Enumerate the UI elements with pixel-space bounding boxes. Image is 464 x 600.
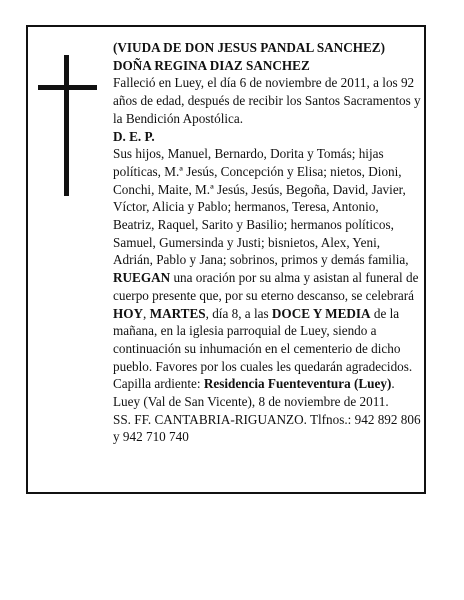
family-list: Sus hijos, Manuel, Bernardo, Dorita y Tomás; hijas políticas, M.ª Jesús, Concepción y Elisa; nietos, Dioni, Conchi, Maite, M.ª Jesús, Jesús, Begoña, David, Javier, Víctor, Alicia y Pablo; hermanos, Teresa, Antonio, Beatriz, Raquel, Sarito y Basilio; hermanos políticos, Samuel, Gumersinda y Justi; bisnietos, Alex, Yeni, Adrián, Pablo y Jana; sobrinos, primos y demás familia,	[113, 146, 409, 268]
cross-icon-vertical	[64, 55, 69, 196]
chapel-label: Capilla ardiente:	[113, 376, 204, 392]
widow-line: (VIUDA DE DON JESUS PANDAL SANCHEZ)	[113, 40, 385, 55]
request-text-2: , día 8, a las	[205, 305, 272, 321]
chapel-line	[113, 375, 421, 393]
request-text-1: una oración por su alma y asistan al funeral de cuerpo presente que, por su eterno descanso, se celebrará	[113, 270, 419, 303]
obituary-text	[113, 39, 421, 446]
ruegan-word: RUEGAN	[113, 270, 171, 286]
request-text-3: de la mañana, en la iglesia parroquial de Luey, siendo a continuación su inhumación en el cementerio de dicho pueblo. Favores por los cuales les quedarán agradecidos.	[113, 305, 413, 374]
deceased-name: DOÑA REGINA DIAZ SANCHEZ	[113, 57, 310, 73]
chapel-place: Residencia Fuenteventura (Luey)	[203, 376, 392, 392]
request-comma: ,	[143, 305, 150, 321]
chapel-end: .	[391, 376, 395, 392]
cross-icon-horizontal	[38, 85, 97, 90]
funeral-request	[113, 269, 421, 375]
dep-line: D. E. P.	[113, 128, 155, 144]
martes-word: MARTES	[149, 305, 206, 321]
death-notice: Falleció en Luey, el día 6 de noviembre de 2011, a los 92 años de edad, después de recibir los Santos Sacramentos y la Bendición Apostólica.	[113, 75, 421, 126]
funeral-home-line: SS. FF. CANTABRIA-RIGUANZO. Tlfnos.: 942 892 806 y 942 710 740	[113, 411, 421, 445]
time-word: DOCE Y MEDIA	[271, 305, 371, 321]
date-line: Luey (Val de San Vicente), 8 de noviembre de 2011.	[113, 394, 389, 410]
hoy-word: HOY	[113, 305, 144, 321]
